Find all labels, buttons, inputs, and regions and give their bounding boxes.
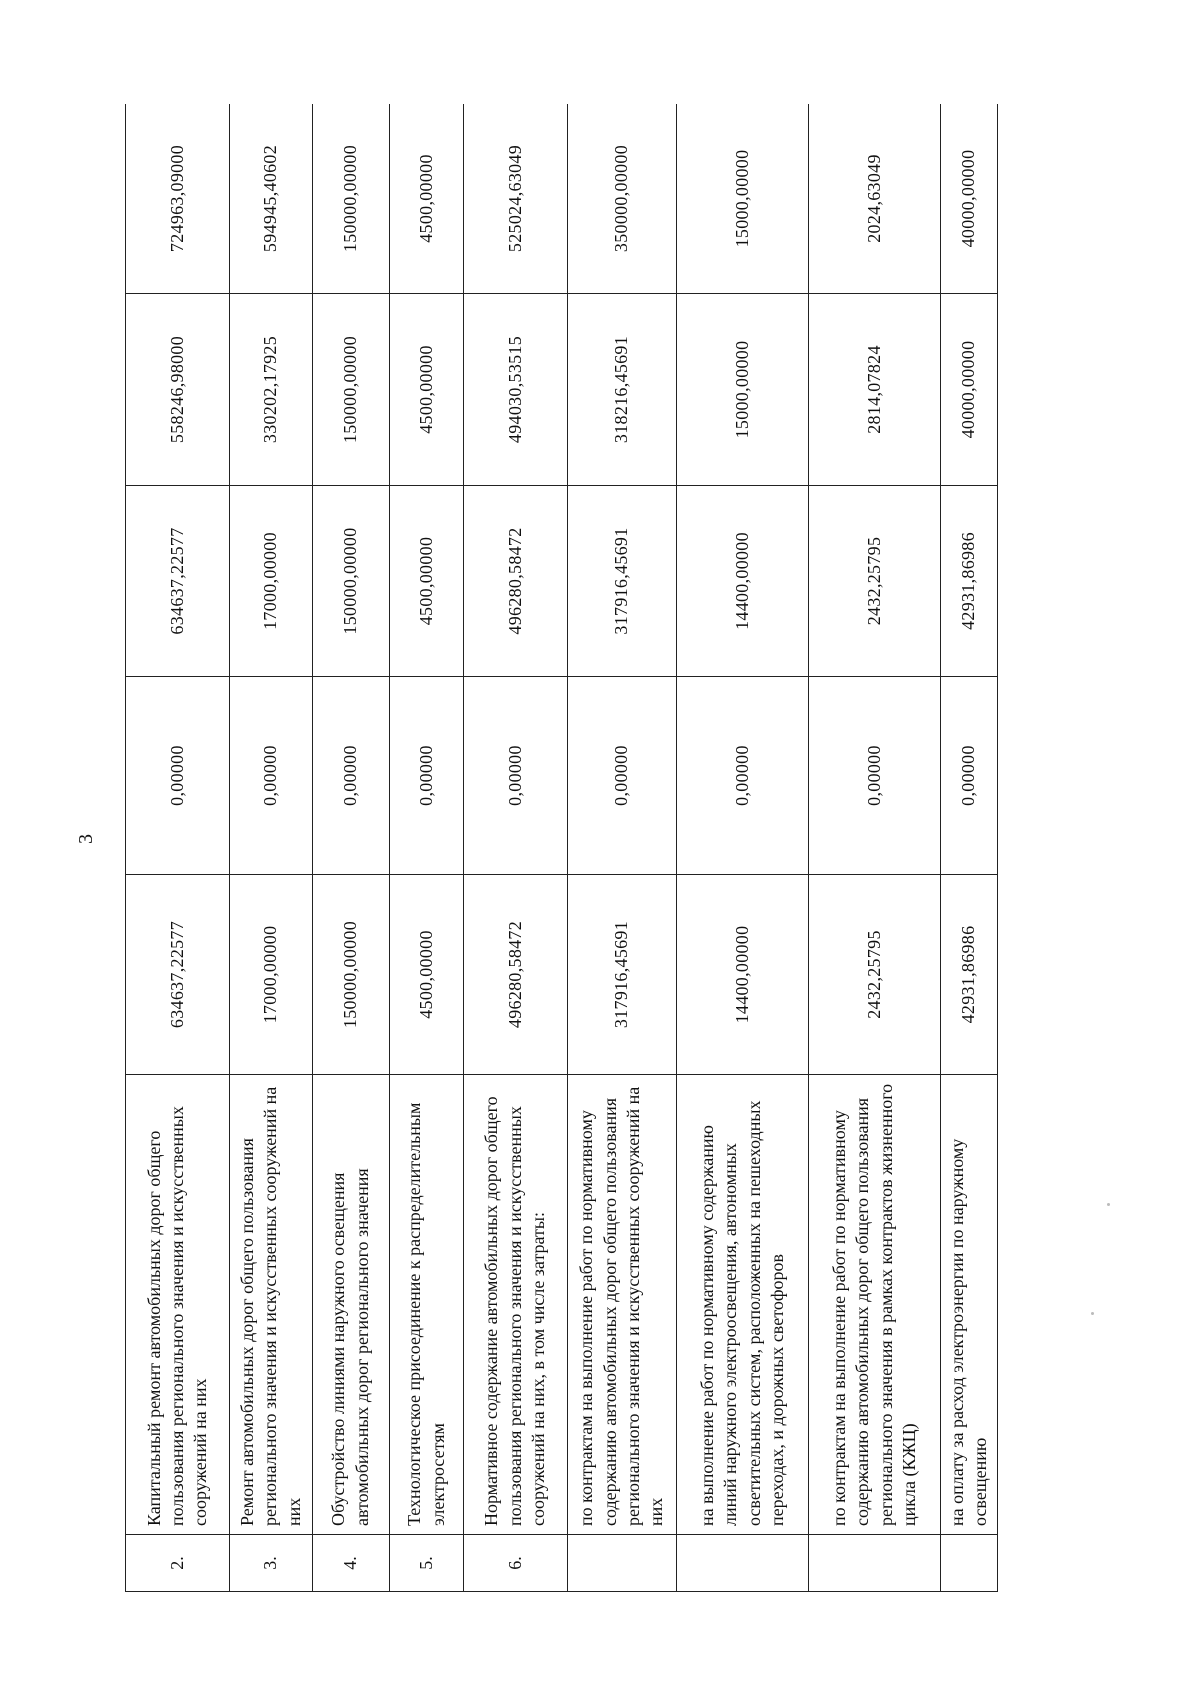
row-number-cell — [677, 1535, 809, 1592]
amount-cell: 150000,00000 — [312, 294, 389, 486]
row-number-cell — [809, 1535, 941, 1592]
amount-cell: 4500,00000 — [389, 294, 464, 486]
amount-cell: 634637,22577 — [126, 875, 230, 1075]
amount-cell: 317916,45691 — [567, 875, 677, 1075]
amount-cell: 40000,00000 — [941, 104, 998, 294]
table-row — [677, 104, 809, 1592]
table-row — [230, 104, 313, 1592]
amount-cell: 17000,00000 — [230, 486, 313, 677]
amount-cell: 494030,53515 — [464, 294, 567, 486]
row-number-cell: 6. — [464, 1535, 567, 1592]
amount-cell: 14400,00000 — [677, 875, 809, 1075]
budget-table — [125, 104, 998, 1592]
table-row — [389, 104, 464, 1592]
item-name-cell: Обустройство линиями наружного освещения автомобильных дорог регионального значения — [312, 1075, 389, 1535]
row-number-cell — [941, 1535, 998, 1592]
row-number-cell: 5. — [389, 1535, 464, 1592]
amount-cell: 4500,00000 — [389, 104, 464, 294]
amount-cell: 0,00000 — [809, 677, 941, 875]
amount-cell: 594945,40602 — [230, 104, 313, 294]
item-name-cell: Технологическое присоединение к распределительным электросетям — [389, 1075, 464, 1535]
amount-cell: 17000,00000 — [230, 875, 313, 1075]
table-row — [941, 104, 998, 1592]
amount-cell: 0,00000 — [230, 677, 313, 875]
item-name-cell: по контрактам на выполнение работ по нормативному содержанию автомобильных дорог общего пользования регионального значения и искусственных сооружений на них — [567, 1075, 677, 1535]
amount-cell: 496280,58472 — [464, 875, 567, 1075]
scan-speck — [1107, 1203, 1110, 1206]
amount-cell: 317916,45691 — [567, 486, 677, 677]
amount-cell: 0,00000 — [312, 677, 389, 875]
amount-cell: 150000,00000 — [312, 486, 389, 677]
amount-cell: 0,00000 — [941, 677, 998, 875]
amount-cell: 0,00000 — [126, 677, 230, 875]
amount-cell: 2432,25795 — [809, 486, 941, 677]
table-row — [312, 104, 389, 1592]
amount-cell: 525024,63049 — [464, 104, 567, 294]
row-number-cell — [567, 1535, 677, 1592]
amount-cell: 350000,00000 — [567, 104, 677, 294]
item-name-cell: по контрактам на выполнение работ по нормативному содержанию автомобильных дорог общего пользования регионального значения в рамках контрактов жизненного цикла (КЖЦ) — [809, 1075, 941, 1535]
amount-cell: 150000,00000 — [312, 104, 389, 294]
item-name-cell: Капитальный ремонт автомобильных дорог общего пользования регионального значения и искусственных сооружений на них — [126, 1075, 230, 1535]
amount-cell: 634637,22577 — [126, 486, 230, 677]
row-number-cell: 2. — [126, 1535, 230, 1592]
amount-cell: 724963,09000 — [126, 104, 230, 294]
budget-table-area — [125, 104, 998, 1592]
rotated-table-container — [125, 104, 998, 1592]
table-row — [809, 104, 941, 1592]
amount-cell: 42931,86986 — [941, 486, 998, 677]
item-name-cell: Ремонт автомобильных дорог общего пользования регионального значения и искусственных сооружений на них — [230, 1075, 313, 1535]
amount-cell: 150000,00000 — [312, 875, 389, 1075]
amount-cell: 15000,00000 — [677, 104, 809, 294]
amount-cell: 496280,58472 — [464, 486, 567, 677]
amount-cell: 0,00000 — [567, 677, 677, 875]
table-row — [567, 104, 677, 1592]
amount-cell: 0,00000 — [464, 677, 567, 875]
table-body — [126, 104, 998, 1592]
amount-cell: 42931,86986 — [941, 875, 998, 1075]
amount-cell: 2814,07824 — [809, 294, 941, 486]
amount-cell: 2024,63049 — [809, 104, 941, 294]
row-number-cell: 3. — [230, 1535, 313, 1592]
item-name-cell: на выполнение работ по нормативному содержанию линий наружного электроосвещения, автономных осветительных систем, расположенных на пешеходных переходах, и дорожных светофоров — [677, 1075, 809, 1535]
amount-cell: 15000,00000 — [677, 294, 809, 486]
amount-cell: 558246,98000 — [126, 294, 230, 486]
item-name-cell: Нормативное содержание автомобильных дорог общего пользования регионального значения и искусственных сооружений на них, в том числе затраты: — [464, 1075, 567, 1535]
amount-cell: 4500,00000 — [389, 486, 464, 677]
table-row — [126, 104, 230, 1592]
amount-cell: 0,00000 — [677, 677, 809, 875]
amount-cell: 2432,25795 — [809, 875, 941, 1075]
page-number: 3 — [75, 834, 97, 844]
table-row — [464, 104, 567, 1592]
amount-cell: 330202,17925 — [230, 294, 313, 486]
amount-cell: 14400,00000 — [677, 486, 809, 677]
scan-speck — [1091, 1312, 1094, 1315]
amount-cell: 318216,45691 — [567, 294, 677, 486]
amount-cell: 0,00000 — [389, 677, 464, 875]
item-name-cell: на оплату за расход электроэнергии по наружному освещению — [941, 1075, 998, 1535]
row-number-cell: 4. — [312, 1535, 389, 1592]
amount-cell: 40000,00000 — [941, 294, 998, 486]
amount-cell: 4500,00000 — [389, 875, 464, 1075]
